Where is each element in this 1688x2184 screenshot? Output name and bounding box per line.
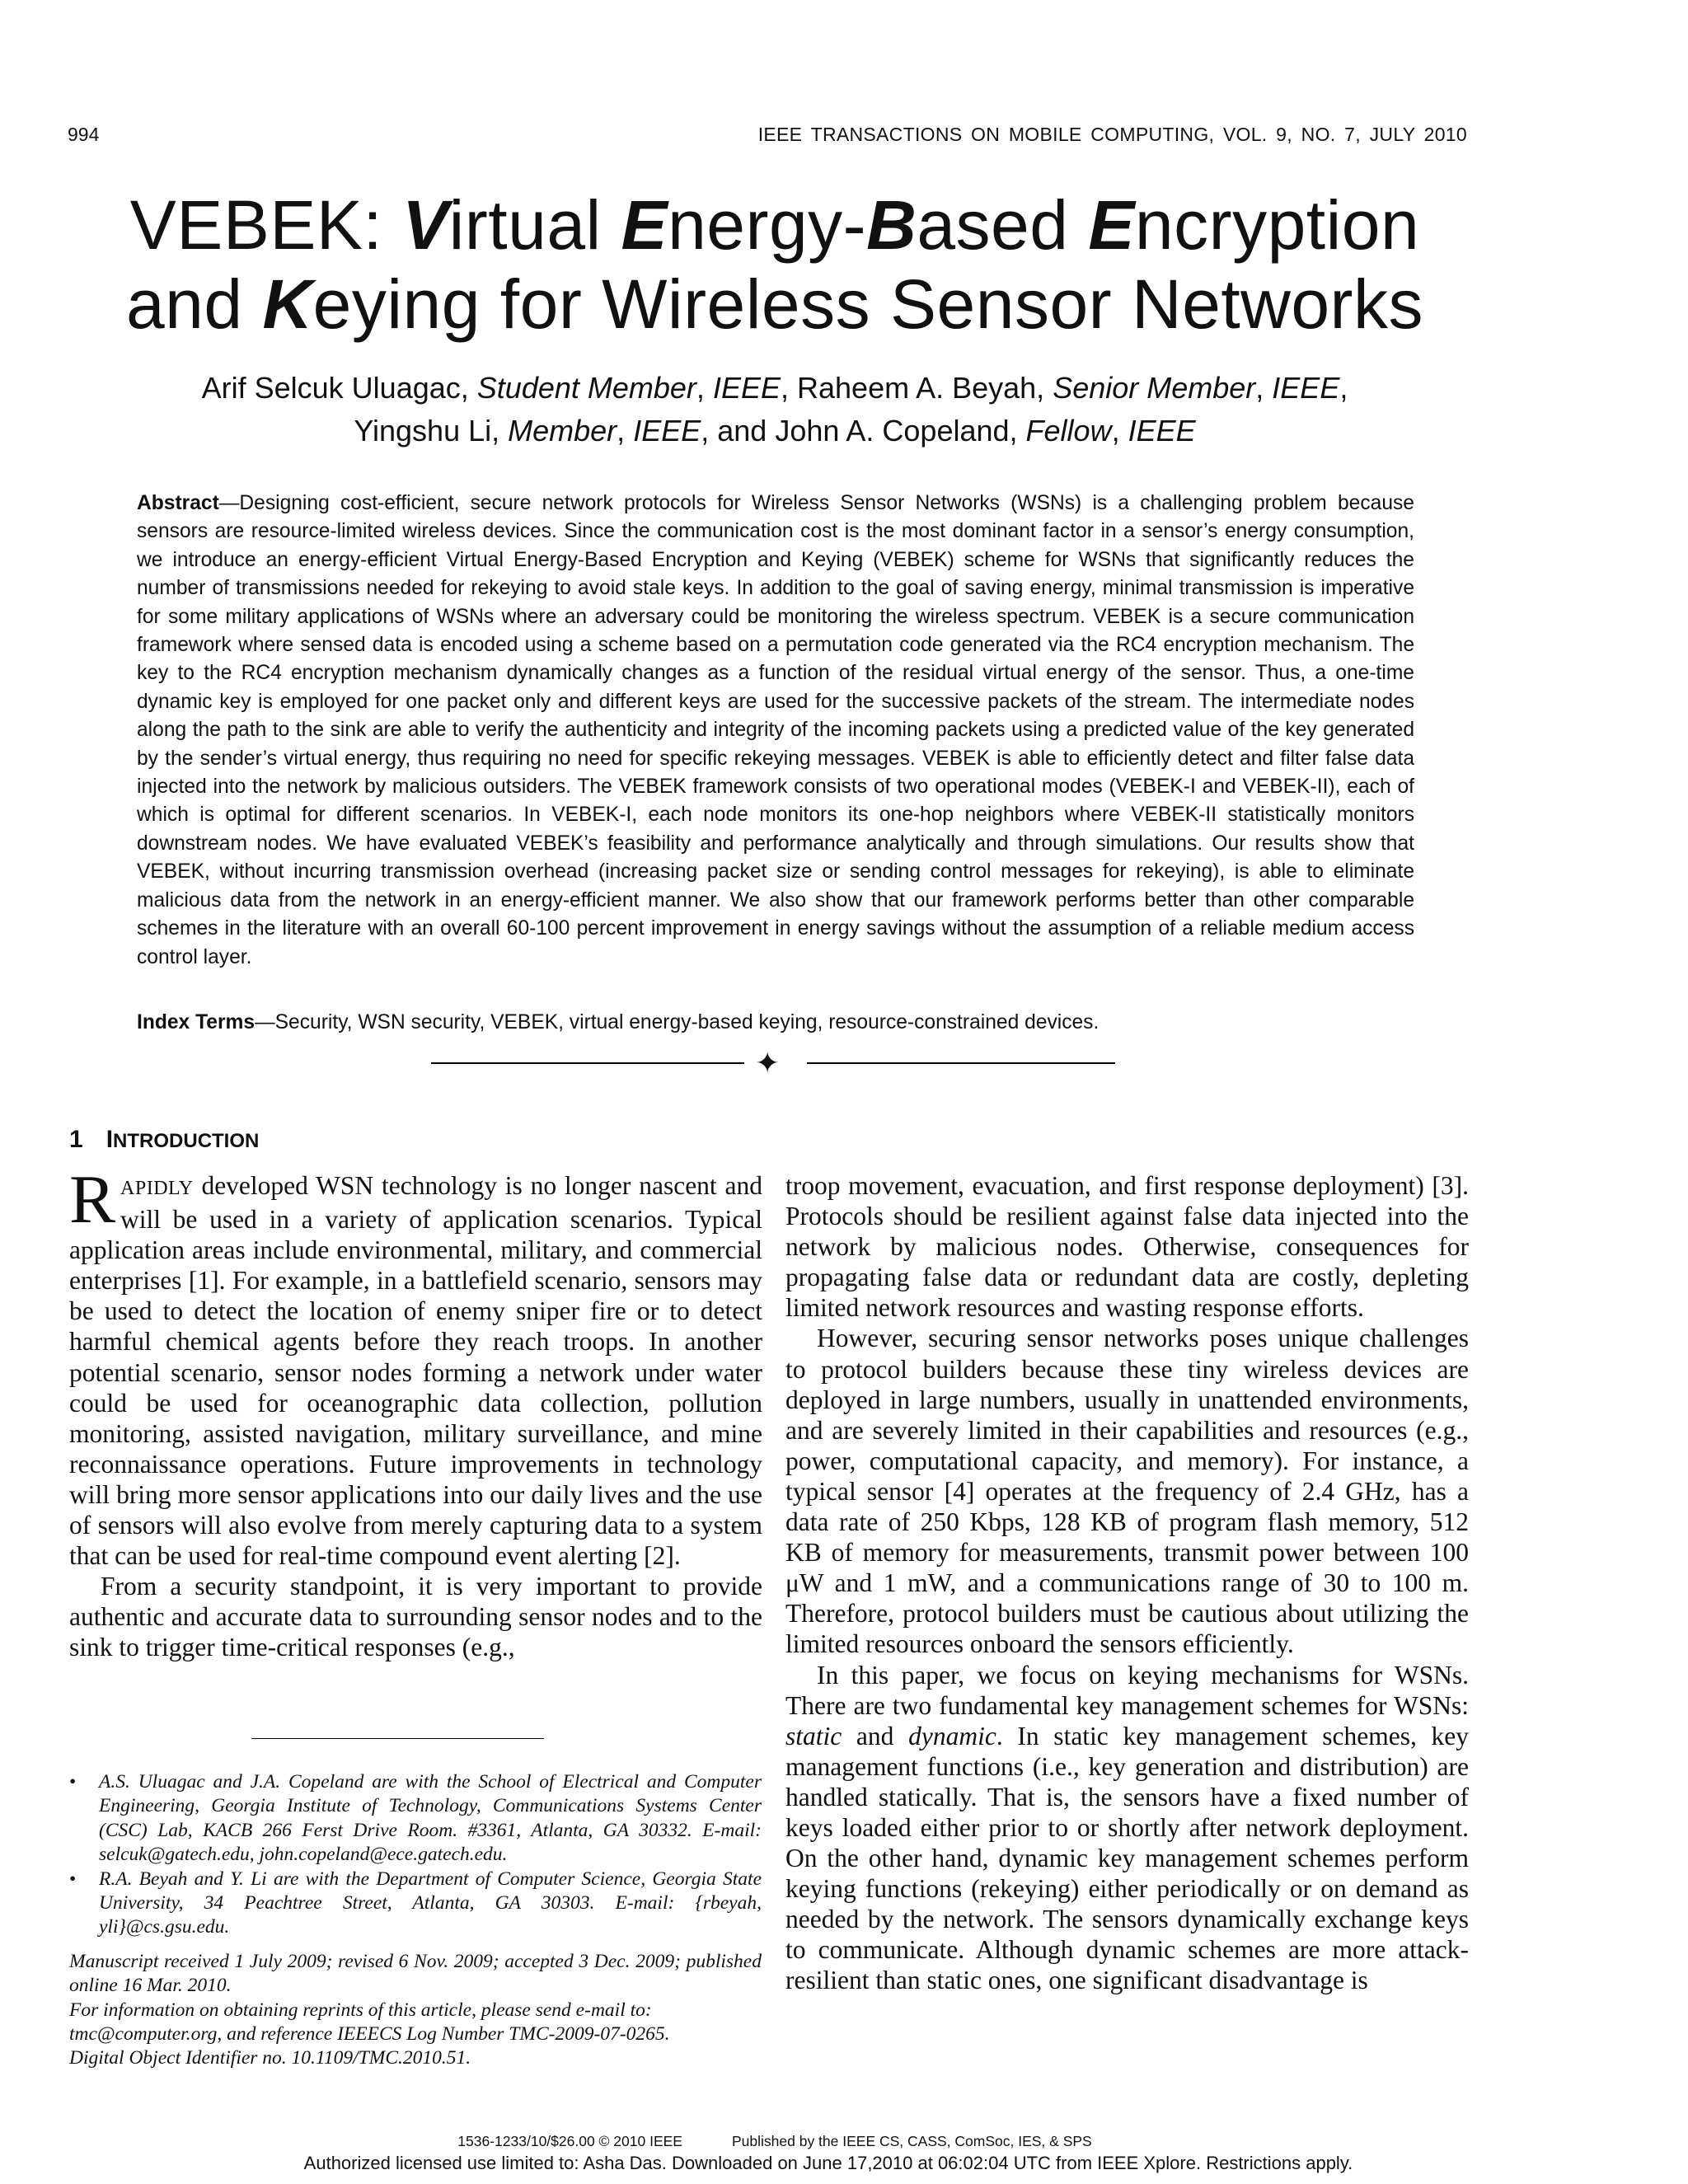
author-name: Raheem A. Beyah, <box>797 371 1053 405</box>
title-acronym-letter: K <box>262 265 313 343</box>
journal-header: IEEE TRANSACTIONS ON MOBILE COMPUTING, VOL. 9, NO. 7, JULY 2010 <box>757 124 1467 145</box>
author-org: IEEE <box>712 371 781 405</box>
body-paragraph <box>69 1161 762 1571</box>
emphasis-text: static <box>785 1721 842 1750</box>
section-title-rest: NTRODUCTION <box>113 1130 260 1152</box>
bullet-icon: • <box>69 1771 77 1793</box>
paragraph-text: In this paper, we focus on keying mechanisms for WSNs. There are two fundamental key management schemes for WSNs: <box>785 1660 1469 1720</box>
title-text: and <box>125 265 263 343</box>
copyright: 1536-1233/10/$26.00 © 2010 IEEE <box>457 2133 682 2149</box>
abstract-label: Abstract <box>137 492 219 514</box>
title-text: nergy- <box>668 186 867 264</box>
body-paragraph: troop movement, evacuation, and first response deployment) [3]. Protocols should be resilient against false data injected into the network by malicious nodes. Otherwise, consequences for propagating false data or redundant data are costly, depleting limited network resources and wasting response efforts. <box>785 1171 1469 1323</box>
body-paragraph: However, securing sensor networks poses unique challenges to protocol builders because these tiny wireless devices are deployed in large numbers, usually in unattended environments, and are severely limited in their capabilities and resources (e.g., power, computational capacity, and memory). For instance, a typical sensor [4] operates at the frequency of 2.4 GHz, has a data rate of 250 Kbps, 128 KB of program flash memory, 512 KB of memory for measurements, transmit power between 100 μW and 1 mW, and a communications range of 30 to 100 m. Therefore, protocol builders must be cautious about utilizing the limited resources onboard the sensors efficiently. <box>785 1324 1469 1659</box>
divider-star-icon: ✦ <box>755 1047 781 1080</box>
author-org: IEEE <box>1128 414 1196 448</box>
divider-rule-left <box>431 1062 744 1064</box>
footnote-text: A.S. Uluagac and J.A. Copeland are with the School of Electrical and Computer Engineering, Georgia Institute of Technology, Communications Systems Center (CSC) Lab, KACB 266 Ferst Drive Room. #3361, Atlanta, GA 30332. E-mail: selcuk@gatech.edu, john.copeland@ece.gatech.edu. <box>99 1771 762 1866</box>
footnote-text: R.A. Beyah and Y. Li are with the Department of Computer Science, Georgia State University, 34 Peachtree Street, Atlanta, GA 30303. E-mail: {rbeyah, yli}@cs.gsu.edu. <box>99 1868 762 1938</box>
title-line-1 <box>0 185 1550 265</box>
author-org: IEEE <box>1272 371 1340 405</box>
title-text: ased <box>917 186 1089 264</box>
author-line-1: Arif Selcuk Uluagac, Student Member, IEEE, Raheem A. Beyah, Senior Member, IEEE, <box>201 371 1348 405</box>
paper-title <box>0 185 1550 344</box>
copyright-line <box>0 2133 1550 2150</box>
abstract-text: —Designing cost-efficient, secure network protocols for Wireless Sensor Networks (WSNs) is a challenging problem because sensors are resource-limited wireless devices. Since the communication cost is the most dominant factor in a sensor’s energy consumption, we introduce an energy-efficient Virtual Energy-Based Encryption and Keying (VEBEK) scheme for WSNs that significantly reduces the number of transmissions needed for rekeying to avoid stale keys. In addition to the goal of saving energy, minimal transmission is imperative for some military applications of WSNs where an adversary could be monitoring the wireless spectrum. VEBEK is a secure communication framework where sensed data is encoded using a scheme based on a permutation code generated via the RC4 encryption mechanism. The key to the RC4 encryption mechanism dynamically changes as a function of the residual virtual energy of the sensor. Thus, a one-time dynamic key is employed for one packet only and different keys are used for the successive packets of the stream. The intermediate nodes along the path to the sink are able to verify the authenticity and integrity of the incoming packets using a predicted value of the key generated by the sender’s virtual energy, thus requiring no need for specific rekeying messages. VEBEK is able to efficiently detect and filter false data injected into the network by malicious outsiders. The VEBEK framework consists of two operational modes (VEBEK-I and VEBEK-II), each of which is optimal for different scenarios. In VEBEK-I, each node monitors its one-hop neighbors where VEBEK-II statistically monitors downstream nodes. We have evaluated VEBEK’s feasibility and performance analytically and through simulations. Our results show that VEBEK, without incurring transmission overhead (increasing packet size or sending control messages for rekeying), is able to eliminate malicious data from the network in an energy-efficient manner. We also show that our framework performs better than other comparable schemes in the literature with an overall 60-100 percent improvement in energy savings without the assumption of a reliable medium access control layer. <box>137 492 1414 968</box>
author-name: Yingshu Li, <box>354 414 509 448</box>
author-membership: Senior Member <box>1053 371 1256 405</box>
intro-smallcaps: APIDLY <box>120 1178 194 1199</box>
page-number: 994 <box>68 124 100 145</box>
manuscript-info: Manuscript received 1 July 2009; revised 6 Nov. 2009; accepted 3 Dec. 2009; published online 16 Mar. 2010. <box>69 1950 762 1997</box>
author-line-2: Yingshu Li, Member, IEEE, and John A. Copeland, Fellow, IEEE <box>354 414 1196 448</box>
paragraph-text: developed WSN technology is no longer nascent and will be used in a variety of application scenarios. Typical application areas include environmental, military, and commercial enterprises [1]. For example, in a battlefield scenario, sensors may be used to detect the location of enemy sniper fire or to detect harmful chemical agents before they reach troops. In another potential scenario, sensor nodes forming a network under water could be used for oceanographic data collection, pollution monitoring, assisted navigation, military surveillance, and mine reconnaissance operations. Future improvements in technology will bring more sensor applications into our daily lives and the use of sensors will also evolve from merely capturing data to a system that can be used for real-time compound event alerting [2]. <box>69 1171 762 1571</box>
publisher: Published by the IEEE CS, CASS, ComSoc, IES, & SPS <box>731 2133 1092 2149</box>
section-title-initial: I <box>106 1126 114 1153</box>
title-text: ncryption <box>1134 186 1420 264</box>
abstract <box>137 490 1414 972</box>
section-heading <box>69 1126 259 1154</box>
column-right <box>785 1170 1469 1996</box>
title-text: eying for Wireless Sensor Networks <box>312 265 1424 343</box>
title-acronym-letter: E <box>621 186 668 264</box>
footnote-affiliation <box>69 1770 762 1868</box>
author-membership: Student Member <box>476 371 696 405</box>
index-terms <box>137 1009 1456 1037</box>
title-acronym-letter: E <box>1088 186 1135 264</box>
emphasis-text: dynamic <box>908 1721 996 1750</box>
bullet-icon: • <box>69 1868 77 1890</box>
footnotes <box>69 1770 762 2071</box>
title-text: VEBEK: <box>129 186 403 264</box>
footnote-rule <box>251 1738 544 1739</box>
body-paragraph <box>785 1660 1469 1996</box>
title-acronym-letter: V <box>402 186 449 264</box>
index-terms-label: Index Terms <box>137 1011 256 1033</box>
author-name: and John A. Copeland, <box>717 414 1026 448</box>
section-divider <box>431 1047 1115 1080</box>
reprints-info: For information on obtaining reprints of this article, please send e-mail to: tmc@computer.org, and reference IEEECS Log Number TMC-2009-07-0265. <box>69 1999 670 2046</box>
paragraph-text: and <box>842 1721 909 1750</box>
author-name: Arif Selcuk Uluagac, <box>201 371 477 405</box>
paragraph-text: . In static key management schemes, key management functions (i.e., key generation and distribution) are handled statically. That is, the sensors have a fixed number of keys loaded either prior to or shortly after network deployment. On the other hand, dynamic key management schemes perform keying functions (rekeying) either periodically or on demand as needed by the network. The sensors dynamically exchange keys to communicate. Although dynamic schemes are more attack-resilient than static ones, one significant disadvantage is <box>785 1721 1470 1995</box>
section-number: 1 <box>69 1126 83 1153</box>
body-paragraph: From a security standpoint, it is very important to provide authentic and accurate data to surrounding sensor nodes and to the sink to trigger time-critical responses (e.g., <box>69 1572 762 1662</box>
title-acronym-letter: B <box>866 186 917 264</box>
author-org: IEEE <box>633 414 701 448</box>
title-line-2 <box>0 265 1550 344</box>
license-notice: Authorized licensed use limited to: Asha Das. Downloaded on June 17,2010 at 06:02:04 UTC from IEEE Xplore. Restrictions apply. <box>303 2153 1353 2173</box>
doi: Digital Object Identifier no. 10.1109/TMC.2010.51. <box>69 2047 471 2069</box>
drop-cap: R <box>69 1161 116 1238</box>
footnote-affiliation <box>69 1868 762 1940</box>
author-membership: Member <box>508 414 617 448</box>
author-membership: Fellow <box>1025 414 1112 448</box>
divider-rule-right <box>807 1062 1115 1064</box>
author-list <box>0 367 1550 452</box>
index-terms-text: —Security, WSN security, VEBEK, virtual energy-based keying, resource-constrained devices. <box>255 1011 1100 1033</box>
column-left <box>69 1161 762 1663</box>
title-text: irtual <box>448 186 621 264</box>
